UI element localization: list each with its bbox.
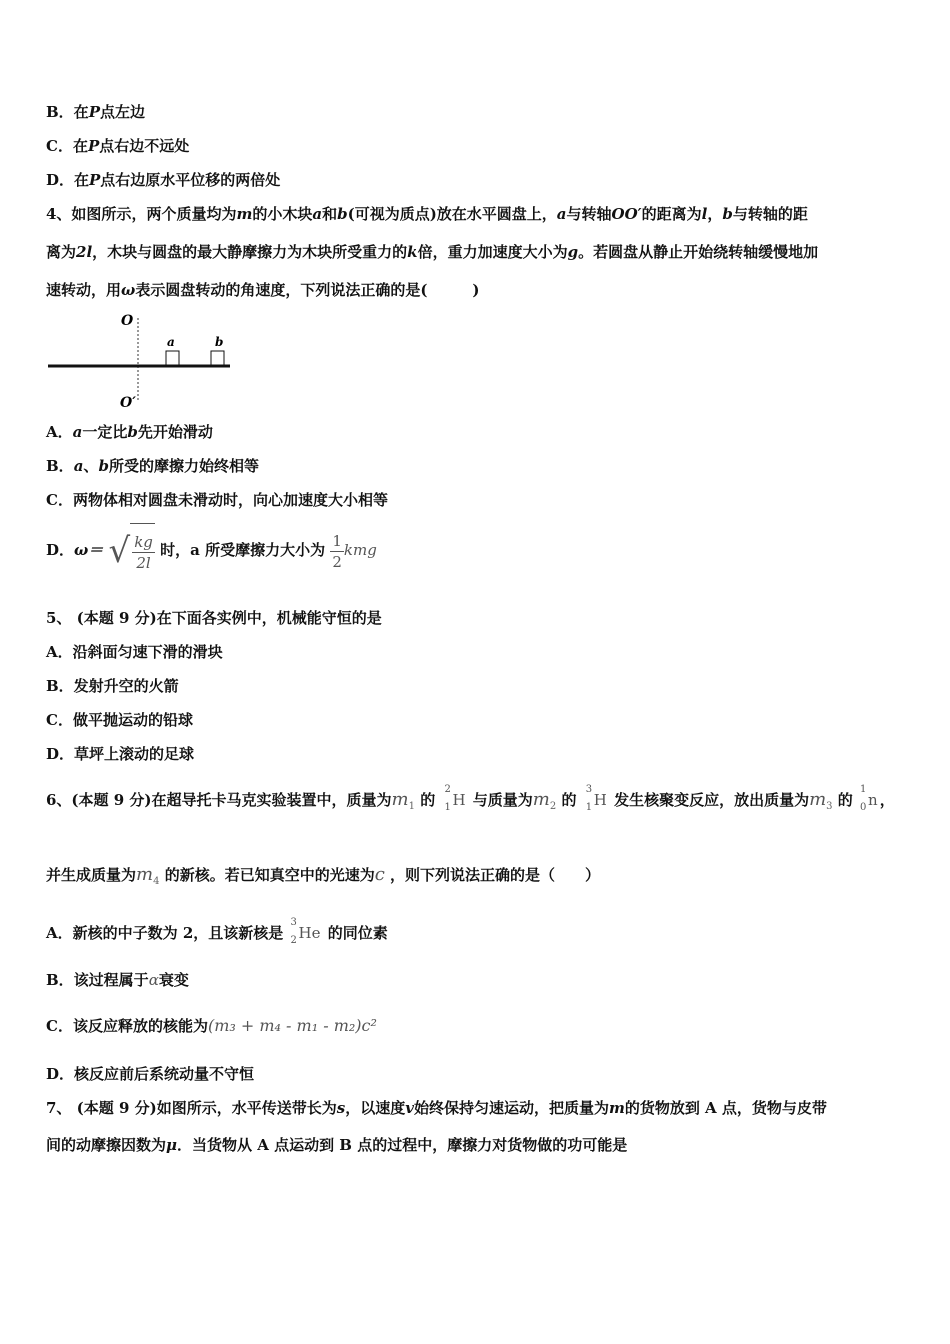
q4-stem-line2: 离为2l，木块与圆盘的最大静摩擦力为木块所受重力的k倍，重力加速度大小为g。若圆盘从静止开始绕转轴缓慢地加 (46, 243, 819, 261)
q4-option-c: C．两物体相对圆盘未滑动时，向心加速度大小相等 (46, 491, 388, 509)
q6-option-d: D．核反应前后系统动量不守恒 (46, 1065, 255, 1083)
block-b (211, 351, 224, 365)
q7-stem-line1: 7、 (本题 9 分)如图所示，水平传送带长为s，以速度v始终保持匀速运动，把质量为m的货物放到 A 点，货物与皮带 (46, 1099, 827, 1117)
block-a (166, 351, 179, 365)
q5-option-b: B．发射升空的火箭 (46, 677, 179, 695)
q6-stem-line2: 并生成质量为$m_4$ 的新核。若已知真空中的光速为c ，则下列说法正确的是（ ） (46, 864, 601, 887)
half-fraction: $\frac{1}{2}$ (332, 531, 342, 571)
q4-option-d: D．ω＝ √ $\frac{kg}{2l}$ 时，a 所受摩擦力大小为 $\frac{1}{2}$ kmg (46, 522, 377, 580)
label-b: b (215, 335, 224, 349)
option-c-prev: C．在P点右边不远处 (46, 137, 190, 155)
q4-stem-line3: 速转动，用ω表示圆盘转动的角速度，下列说法正确的是( ) (46, 281, 480, 299)
sqrt-expr: √ $\frac{kg}{2l}$ (109, 523, 155, 580)
q4-diagram (40, 308, 240, 418)
q5-option-d: D．草坪上滚动的足球 (46, 745, 195, 763)
label-o-bottom: O′ (120, 395, 136, 411)
label-o-top: O (121, 313, 134, 329)
q6-option-a: A．新核的中子数为 2，且该新核是 3 2 He 的同位素 (46, 917, 388, 946)
q6-stem-line1: 6、(本题 9 分)在超导托卡马克实验装置中，质量为$m_1$ 的 2 1 H 与质量为$m_2$ 的 3 1 H 发生核聚变反应，放出质量为$m_3$ 的 1 0 n ， (46, 784, 895, 813)
q6-option-c: C．该反应释放的核能为(m₃ + m₄ - m₁ - m₂)c² (46, 1016, 377, 1035)
q6-option-b: B．该过程属于α衰变 (46, 971, 189, 989)
q4-stem-line1: 4、如图所示，两个质量均为m的小木块a和b(可视为质点)放在水平圆盘上，a与转轴OO′的距离为l，b与转轴的距 (46, 205, 808, 223)
q5-option-c: C．做平抛运动的铅球 (46, 711, 193, 729)
q5-option-a: A．沿斜面匀速下滑的滑块 (46, 643, 223, 661)
q4-option-b: B．a、b所受的摩擦力始终相等 (46, 457, 259, 475)
q4-option-a: A．a一定比b先开始滑动 (46, 423, 213, 441)
q5-stem: 5、 (本题 9 分)在下面各实例中，机械能守恒的是 (46, 609, 382, 627)
option-d-prev: D．在P点右边原水平位移的两倍处 (46, 171, 281, 189)
option-b-prev: B．在P点左边 (46, 103, 145, 121)
q7-stem-line2: 间的动摩擦因数为μ．当货物从 A 点运动到 B 点的过程中，摩擦力对货物做的功可能是 (46, 1136, 628, 1154)
label-a: a (167, 335, 175, 349)
